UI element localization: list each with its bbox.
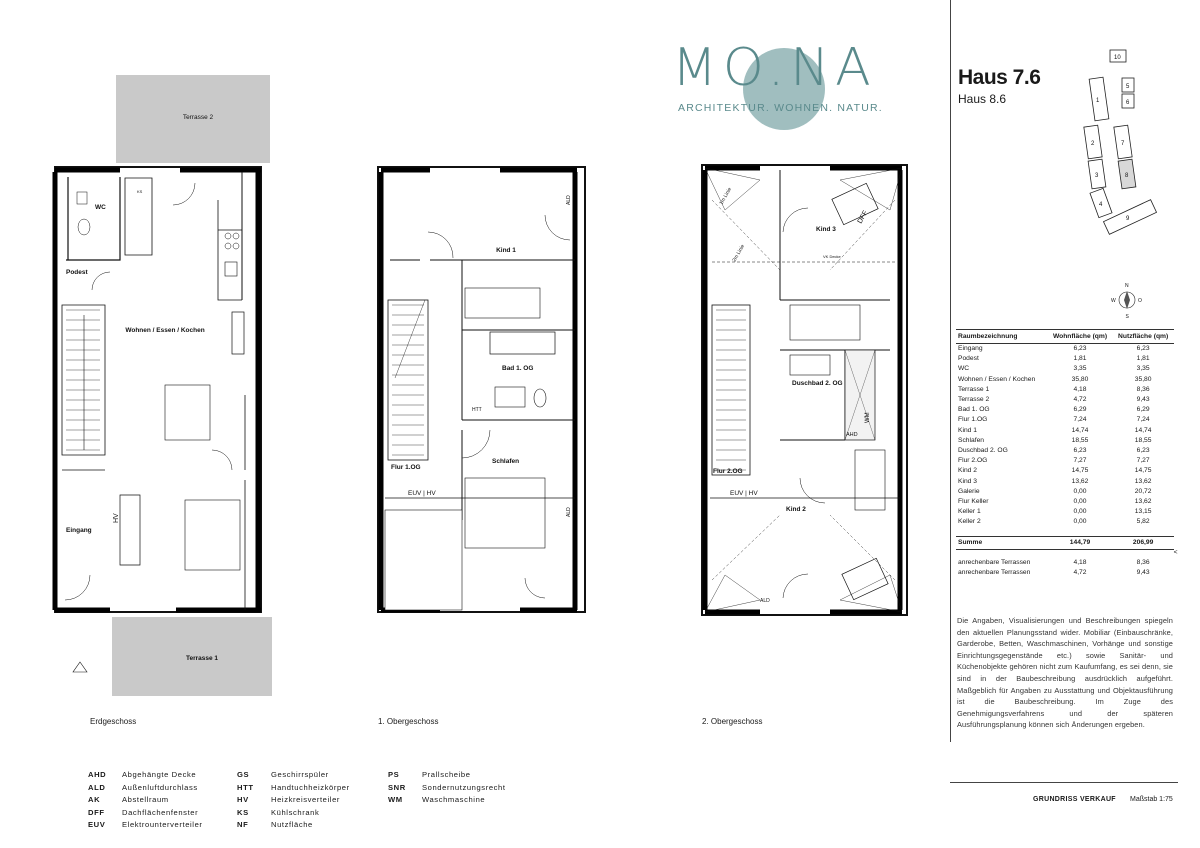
legend-item	[237, 770, 329, 779]
legend-item	[388, 783, 506, 792]
label-ald-1b: ALD	[566, 507, 572, 517]
table-cell: 8,36	[1136, 558, 1150, 566]
label-terrasse-2: Terrasse 2	[182, 114, 214, 121]
table-row	[956, 446, 1178, 456]
table-cell: Terrasse 1	[958, 385, 990, 393]
table-row	[956, 466, 1178, 476]
table-row	[956, 507, 1178, 517]
plan-erdgeschoss	[55, 75, 272, 696]
label-htt: HTT	[472, 407, 482, 413]
table-cell: 6,29	[1136, 406, 1150, 414]
footer-scale: Maßstab 1:75	[1130, 796, 1173, 803]
table-row	[956, 517, 1178, 527]
table-cell: 7,27	[1136, 457, 1150, 465]
legend-item	[237, 795, 340, 804]
compass-w: W	[1111, 298, 1116, 304]
label-vk-decke: VK Decke	[823, 254, 841, 259]
compass-n: N	[1125, 283, 1129, 289]
caption-2-obergeschoss: 2. Obergeschoss	[702, 717, 763, 726]
table-cell: Galerie	[958, 487, 980, 495]
site-no-1: 1	[1096, 98, 1100, 104]
table-row	[956, 354, 1178, 364]
compass-s: S	[1125, 314, 1129, 320]
site-no-6: 6	[1126, 100, 1130, 106]
table-cell: Wohnen / Essen / Kochen	[958, 375, 1036, 383]
legend-description: Abgehängte Decke	[122, 770, 197, 779]
label-duschbad-2og: Duschbad 2. OG	[792, 380, 843, 387]
label-flur-2og: Flur 2.OG	[713, 468, 743, 475]
table-cell: 3,35	[1136, 365, 1150, 373]
legend-abbreviation: HTT	[237, 782, 254, 792]
table-cell: Eingang	[958, 345, 983, 352]
legend-description: Heizkreisverteiler	[271, 795, 341, 804]
legend-description: Sondernutzungsrecht	[422, 782, 506, 792]
table-cell: 0,00	[1073, 508, 1087, 516]
label-euv-hv-1: EUV | HV	[408, 490, 436, 497]
site-no-3: 3	[1095, 173, 1099, 179]
table-cell: Flur 1.OG	[958, 416, 988, 424]
label-eingang: Eingang	[66, 527, 92, 534]
table-row	[956, 415, 1178, 425]
plan-1-obergeschoss	[378, 167, 585, 612]
legend-item	[88, 770, 196, 779]
label-wc: WC	[95, 204, 106, 211]
label-schlafen: Schlafen	[492, 458, 520, 465]
table-cell: 7,24	[1073, 416, 1087, 424]
label-ald-1a: ALD	[566, 195, 572, 205]
logo-tagline: ARCHITEKTUR. WOHNEN. NATUR.	[678, 102, 883, 114]
table-cell: 6,23	[1073, 345, 1087, 352]
legend-abbreviation: PS	[388, 770, 400, 779]
compass-o: O	[1138, 298, 1142, 304]
table-cell: 9,43	[1136, 396, 1150, 404]
table-cell: 6,23	[1073, 447, 1087, 455]
label-hv: HV	[113, 513, 120, 523]
table-header: Raumbezeichnung	[956, 330, 1047, 344]
label-linie-1m: 1m Linie	[718, 186, 734, 206]
logo-text: MO.NA	[672, 38, 877, 98]
table-cell: 35,80	[1071, 375, 1089, 383]
footer-title: GRUNDRISS VERKAUF	[1033, 796, 1116, 803]
label-podest: Podest	[66, 269, 88, 276]
table-cell: 144,79	[1047, 536, 1112, 549]
table-cell: 5,82	[1136, 518, 1150, 526]
legend-description: Dachflächenfenster	[122, 807, 199, 817]
table-cell: Bad 1. OG	[958, 406, 990, 414]
table-cell: 20,72	[1134, 487, 1152, 495]
label-wm: WM	[865, 412, 871, 423]
legend-description: Waschmaschine	[422, 795, 486, 804]
table-row	[956, 436, 1178, 446]
table-cell: 14,74	[1134, 426, 1152, 434]
legend-abbreviation: ALD	[88, 782, 106, 792]
label-kind-2: Kind 2	[786, 506, 806, 513]
table-cell: 4,72	[1073, 568, 1087, 576]
legend-item	[88, 783, 198, 792]
table-cell: 18,55	[1071, 436, 1089, 444]
table-cell: 6,29	[1073, 406, 1087, 414]
legend-item	[237, 820, 313, 829]
legend-item	[88, 820, 203, 829]
table-cell: 6,23	[1136, 345, 1150, 352]
legend-abbreviation: AK	[88, 795, 101, 804]
table-cell: 4,72	[1073, 396, 1087, 404]
site-no-5: 5	[1126, 84, 1130, 90]
compass-icon	[1108, 280, 1146, 324]
legend-abbreviation: WM	[388, 795, 403, 804]
table-cell: 13,15	[1134, 508, 1152, 516]
legend-description: Nutzfläche	[271, 820, 313, 829]
legend-abbreviation: DFF	[88, 807, 105, 817]
label-bad-1og: Bad 1. OG	[502, 365, 534, 372]
table-cell: 1,81	[1073, 355, 1087, 363]
site-no-10: 10	[1114, 55, 1121, 61]
table-spacer	[956, 528, 1178, 537]
house-subtitle: Haus 8.6	[958, 92, 1007, 106]
legend-description: Abstellraum	[122, 795, 169, 804]
table-cell: anrechenbare Terrassen	[958, 558, 1031, 566]
table-header: Nutzfläche (qm)	[1113, 330, 1174, 344]
table-cell: 13,62	[1134, 477, 1152, 485]
site-no-7: 7	[1121, 141, 1125, 147]
table-row	[956, 385, 1178, 395]
table-row	[956, 477, 1178, 487]
label-linie-2m: 2m Linie	[731, 243, 747, 263]
table-header: Wohnfläche (qm)	[1047, 330, 1112, 344]
table-row	[956, 536, 1178, 549]
label-terrasse-1: Terrasse 1	[185, 655, 219, 662]
legend-item	[237, 808, 319, 817]
table-row	[956, 568, 1178, 578]
table-row	[956, 456, 1178, 466]
table-cell: 7,27	[1073, 457, 1087, 465]
plan-2-obergeschoss	[702, 165, 907, 615]
legend-description: Geschirrspüler	[271, 770, 329, 779]
legend-item	[88, 795, 169, 804]
site-no-8: 8	[1125, 173, 1129, 179]
table-cell: 0,00	[1073, 498, 1087, 506]
label-euv-hv-2: EUV | HV	[730, 490, 758, 497]
table-cell: Schlafen	[958, 436, 985, 444]
legend-item	[237, 783, 350, 792]
caption-1-obergeschoss: 1. Obergeschoss	[378, 717, 439, 726]
table-cell: 4,18	[1073, 385, 1087, 393]
mona-logo	[660, 28, 930, 138]
label-dff: DFF	[856, 209, 870, 225]
table-cell: Kind 1	[958, 426, 977, 434]
legend-abbreviation: SNR	[388, 782, 406, 792]
site-no-2: 2	[1091, 141, 1095, 147]
table-row	[956, 487, 1178, 497]
table-row	[956, 405, 1178, 415]
table-row	[956, 395, 1178, 405]
legend-abbreviation: NF	[237, 820, 249, 829]
table-row	[956, 426, 1178, 436]
legend-item	[388, 795, 485, 804]
table-row	[956, 375, 1178, 385]
table-cell: 4,18	[1073, 558, 1087, 566]
table-cell: WC	[958, 365, 970, 373]
table-cell: Terrasse 2	[958, 396, 990, 404]
table-cell: Summe	[956, 536, 1047, 549]
house-title: Haus 7.6	[958, 66, 1041, 89]
caption-erdgeschoss: Erdgeschoss	[90, 717, 137, 726]
legend-item	[388, 770, 471, 779]
panel-divider	[950, 0, 951, 742]
site-map	[1080, 48, 1190, 248]
label-kind-3: Kind 3	[816, 226, 836, 233]
table-cell: 206,99	[1113, 536, 1174, 549]
legend-abbreviation: AHD	[88, 770, 107, 779]
table-cell: 7,24	[1136, 416, 1150, 424]
table-cell: Podest	[958, 355, 979, 363]
label-ks: KS	[137, 189, 143, 194]
legend-description: Prallscheibe	[422, 770, 471, 779]
table-cell: 1,81	[1136, 355, 1150, 363]
table-cell: 14,74	[1071, 426, 1089, 434]
table-row	[956, 344, 1178, 355]
label-ald-2: ALD	[760, 598, 770, 604]
table-cell: Flur Keller	[958, 498, 989, 506]
table-cell: 35,80	[1134, 375, 1152, 383]
table-cell: anrechenbare Terrassen	[958, 568, 1031, 576]
legend-abbreviation: EUV	[88, 820, 106, 829]
table-row	[956, 497, 1178, 507]
table-cell: 18,55	[1134, 436, 1152, 444]
table-cell: Kind 3	[958, 477, 977, 485]
legend-item	[88, 808, 198, 817]
legend-abbreviation: KS	[237, 807, 249, 817]
table-cell: 0,00	[1073, 487, 1087, 495]
table-cell: 3,35	[1073, 365, 1087, 373]
label-wohnen: Wohnen / Essen / Kochen	[125, 327, 205, 334]
room-area-table	[956, 329, 1178, 578]
label-ahd: AHD	[846, 432, 858, 438]
table-cell: 0,00	[1073, 518, 1087, 526]
legend-abbreviation: HV	[237, 795, 249, 804]
label-kind-1: Kind 1	[496, 247, 516, 254]
table-cell: Flur 2.OG	[958, 457, 988, 465]
disclaimer-text: Die Angaben, Visualisierungen und Beschreibungen spiegeln den aktuellen Planungsstand wider. Mobiliar (Einbauschränke, Garderobe, Betten, Waschmaschinen, Vorhänge und sonstige Einrichtungsgegenstände etc.) sowie Sanitär- und Küchenobjekte gehören nicht zum Kaufumfang, es sei denn, sie sind in der Baubeschreibung ausdrücklich aufgeführt. Maßgeblich für Angaben zu Ausstattung und Objektausführung ist die Baubeschreibung. Im Zuge des Genehmigungsverfahrens und der späteren Ausführungsplanung können sich Änderungen ergeben.	[957, 616, 1173, 730]
table-body	[956, 344, 1178, 579]
table-row	[956, 364, 1178, 374]
legend-description: Außenluftdurchlass	[122, 782, 198, 792]
site-no-4: 4	[1099, 202, 1103, 208]
table-spacer: <	[1173, 549, 1178, 557]
table-cell: 8,36	[1136, 385, 1150, 393]
legend-description: Handtuchheizkörper	[271, 782, 350, 792]
table-cell: 9,43	[1136, 568, 1150, 576]
table-cell: Duschbad 2. OG	[958, 447, 1008, 455]
label-flur-1og: Flur 1.OG	[391, 464, 421, 471]
table-cell: 13,62	[1071, 477, 1089, 485]
table-cell: Keller 2	[958, 518, 981, 526]
table-row	[956, 558, 1178, 568]
table-cell: 13,62	[1134, 498, 1152, 506]
legend-description: Kühlschrank	[271, 807, 320, 817]
table-cell: 6,23	[1136, 447, 1150, 455]
legend-description: Elektrounterverteiler	[122, 820, 203, 829]
table-cell: Kind 2	[958, 467, 977, 475]
table-cell: 14,75	[1134, 467, 1152, 475]
site-no-9: 9	[1126, 216, 1130, 222]
table-cell: 14,75	[1071, 467, 1089, 475]
table-cell: Keller 1	[958, 508, 981, 516]
legend-abbreviation: GS	[237, 770, 250, 779]
